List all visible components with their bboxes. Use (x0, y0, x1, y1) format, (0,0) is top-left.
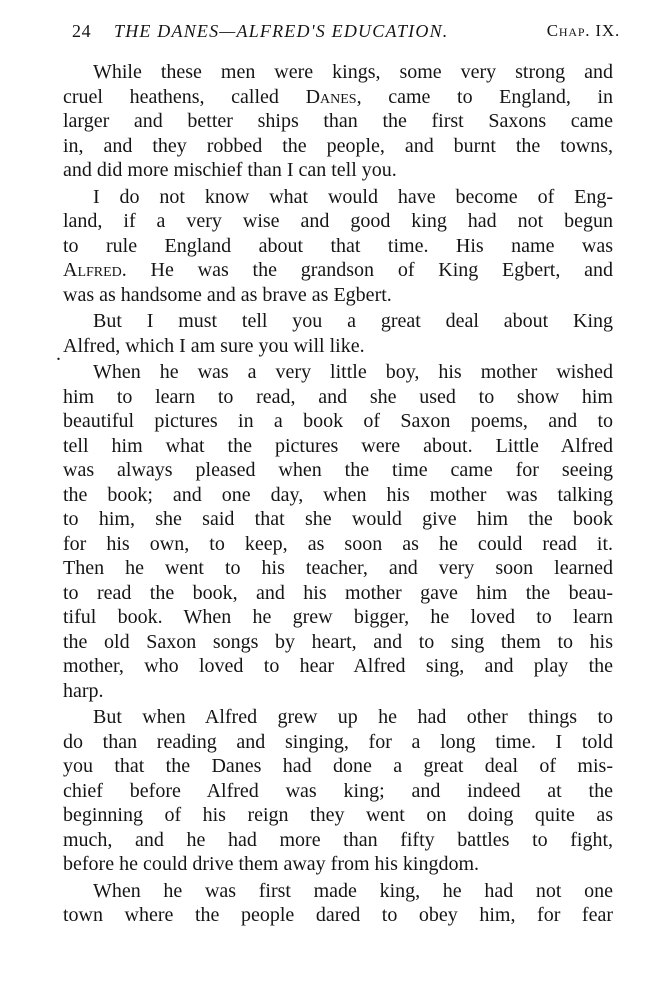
paragraph (63, 309, 613, 358)
text-line: When he was a very little boy, his mother wished (93, 361, 613, 383)
text-line: I do not know what would have become of Eng- (93, 185, 613, 208)
text-line: and did more mischief than I can tell you. (63, 159, 397, 181)
text-line: land, if a very wise and good king had not begun (63, 210, 613, 232)
running-title: THE DANES—ALFRED'S EDUCATION. (114, 21, 449, 41)
text-line: chief before Alfred was king; and indeed at the (63, 779, 613, 802)
text-line: before he could drive them away from his kingdom. (63, 853, 479, 875)
text-line: was as handsome and as brave as Egbert. (63, 283, 392, 306)
text-line: larger and better ships than the first Saxons came (63, 110, 613, 132)
text-line: to him, she said that she would give him the book (63, 508, 613, 530)
text-line: him to learn to read, and she used to show him (63, 385, 613, 408)
text-line: When he was first made king, he had not one (93, 879, 613, 902)
text-line: mother, who loved to hear Alfred sing, and play the (63, 655, 613, 677)
text-line: cruel heathens, called Danes, came to England, in (63, 85, 613, 108)
text-line: to rule England about that time. His name was (63, 234, 613, 257)
text-line: beginning of his reign they went on doing quite as (63, 804, 613, 826)
text-line: for his own, to keep, as soon as he could read it. (63, 532, 613, 555)
text-line: tiful book. When he grew bigger, he loved to learn (63, 606, 613, 628)
text-line: Alfred, which I am sure you will like. (63, 334, 365, 357)
text-line: beautiful pictures in a book of Saxon poems, and to (63, 410, 613, 432)
stray-mark: . (56, 343, 61, 365)
text-line: much, and he had more than fifty battles to fight, (63, 828, 613, 851)
text-line: But I must tell you a great deal about King (93, 310, 613, 332)
text-line: Then he went to his teacher, and very soon learned (63, 557, 613, 579)
text-line: to read the book, and his mother gave him the beau- (63, 581, 613, 604)
body-text (56, 60, 613, 928)
paragraph (63, 879, 613, 928)
text-line: harp. (63, 679, 104, 702)
text-line: was always pleased when the time came for seeing (63, 459, 613, 481)
text-line: in, and they robbed the people, and burnt the towns, (63, 134, 613, 157)
text-line: do than reading and singing, for a long time. I told (63, 730, 613, 753)
text-line: tell him what the pictures were about. Little Alfred (63, 434, 613, 457)
text-line: the book; and one day, when his mother was talking (63, 483, 613, 506)
page-number: 24 (72, 21, 92, 41)
text-line: Alfred. He was the grandson of King Egbert, and (63, 259, 613, 281)
text-line: While these men were kings, some very strong and (93, 61, 613, 83)
paragraph (63, 185, 613, 308)
text-line: town where the people dared to obey him, for fear (63, 904, 613, 926)
text-line: But when Alfred grew up he had other things to (93, 706, 613, 728)
text-line: you that the Danes had done a great deal of mis- (63, 755, 613, 777)
paragraph (63, 60, 613, 183)
paragraph (63, 360, 613, 703)
running-header (72, 16, 620, 46)
chapter-label: Chap. IX. (546, 21, 620, 40)
paragraph (63, 705, 613, 877)
text-line: the old Saxon songs by heart, and to sing them to his (63, 630, 613, 653)
